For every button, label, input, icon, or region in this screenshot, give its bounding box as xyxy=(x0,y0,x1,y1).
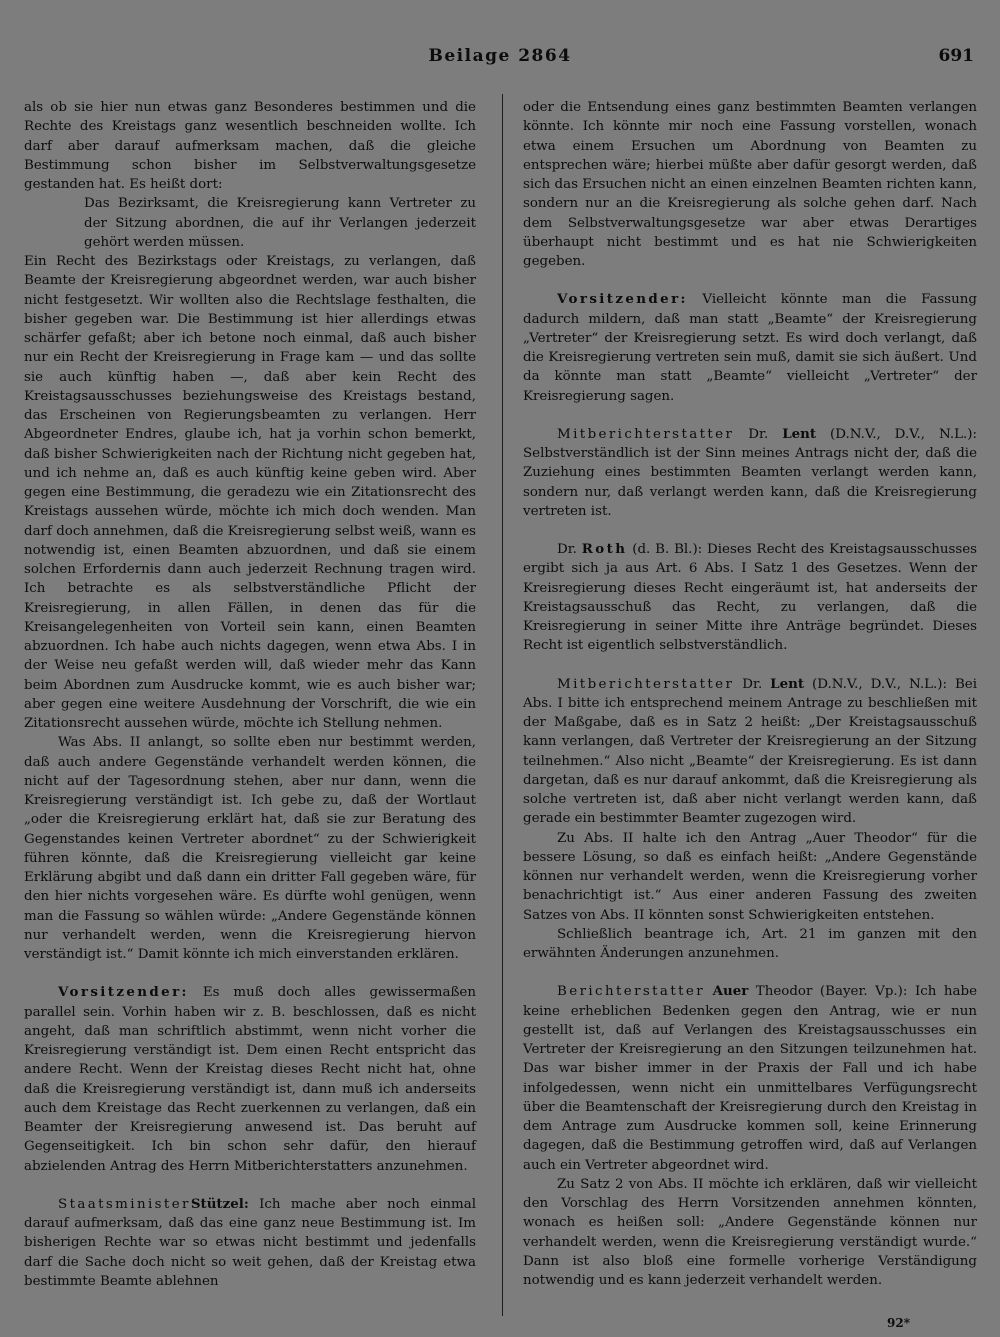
paragraph: Ein Recht des Bezirkstags oder Kreistags, zu verlangen, daß Beamte der Kreisregierung abgeordnet werden, war auch bisher nicht festgesetzt. Wir wollten also die Rechtslage festhalten, die bisher gegeben war. Die Bestimmung ist hier allerdings etwas schärfer gefaßt; aber ich betone noch einmal, daß auch bisher nur ein Recht der Kreisregierung in Frage kam — und das sollte sie auch künftig haben —, daß aber kein Recht des Kreistagsausschusses beziehungsweise des Kreistags bestand, das Erscheinen von Regierungsbeamten zu verlangen. Herr Abgeordneter Endres, glaube ich, hat ja vorhin schon bemerkt, daß bisher Schwierigkeiten nach der Richtung nicht gegeben hat, und ich nehme an, daß es auch künftig keine geben wird. Aber gegen eine Bestimmung, die geradezu wie ein Zitationsrecht des Kreistags aussehen würde, möchte ich mich doch wenden. Man darf doch annehmen, daß die Kreisregierung selbst weiß, wann es notwendig ist, einen Beamten abzuordnen, und daß sie einem solchen Erfordernis dann auch jederzeit Rechnung tragen wird. Ich betrachte es als selbstverständliche Pflicht der Kreisregierung, in allen Fällen, in denen das für die Kreisangelegenheiten von Vorteil sein kann, einen Beamten abzuordnen. Ich habe auch nichts dagegen, wenn etwa Abs. I in der Weise neu gefaßt werden will, daß wieder mehr das Kann beim Abordnen zum Ausdrucke kommt, wie es auch bisher war; aber gegen eine weitere Ausdehnung der Vorschrift, die wie ein Zitationsrecht aussehen würde, möchte ich Stellung nehmen. xyxy=(24,254,476,731)
speaker-title: Dr. xyxy=(734,676,771,692)
speaker-title: Dr. xyxy=(734,426,783,442)
speaker-name: Lent xyxy=(782,425,817,442)
speaker-paragraph xyxy=(523,425,977,521)
paragraph: Zu Abs. II halte ich den Antrag „Auer Theodor“ für die bessere Lösung, so daß es einfach heißt: „Andere Gegenstände können nur verhandelt werden, wenn die Kreisregierung vorher benachrichtigt ist.“ Aus einer anderen Fassung des zweiten Satzes von Abs. II könnten sonst Schwierigkeiten entstehen. xyxy=(523,830,977,923)
speech-text: Vielleicht könnte man die Fassung dadurch mildern, daß man statt „Beamte“ der Kreisregierung „Vertreter“ der Kreisregierung setzt. Es wird doch verlangt, daß die Kreisregierung vertreten sein muß, damit sie sich äußert. Und da könnte man statt „Beamte“ vielleicht „Vertreter“ der Kreisregierung sagen. xyxy=(523,292,977,404)
speaker-name: Lent xyxy=(770,675,805,692)
speaker-paragraph xyxy=(24,983,476,1176)
paragraph: oder die Entsendung eines ganz bestimmten Beamten verlangen könnte. Ich könnte mir noch eine Fassung vorstellen, wonach etwa einem Ersuchen um Abordnung von Beamten zu entsprechen wäre; hierbei müßte aber dafür gesorgt werden, daß sich das Ersuchen nicht an einen einzelnen Beamten richten kann, sondern nur an die Kreisregierung als solche gehen darf. Nach dem Selbstverwaltungsgesetze war aber etwas Derartiges überhaupt nicht bestimmt und es hat nie Schwierigkeiten gegeben. xyxy=(523,100,977,269)
paragraph: Zu Satz 2 von Abs. II möchte ich erklären, daß wir vielleicht den Vorschlag des Herrn Vorsitzenden annehmen könnten, wonach es heißen soll: „Andere Gegenstände können nur verhandelt werden, wenn die Kreisregierung verständigt wurde.“ Dann ist also bloß eine formelle vorherige Verständigung notwendig und es kann jederzeit verhandelt werden. xyxy=(523,1176,977,1288)
speaker-paragraph xyxy=(523,982,977,1175)
speaker-paragraph xyxy=(523,290,977,406)
speaker-name: Vorsitzender: xyxy=(58,984,189,1001)
speaker-paragraph xyxy=(523,675,977,829)
speaker-role: Mitberichterstatter xyxy=(557,426,735,442)
speaker-party: (D.N.V., D.V., N.L.): xyxy=(804,676,947,692)
speaker-name: Auer xyxy=(712,983,749,1000)
speaker-name: Vorsitzender: xyxy=(557,291,688,308)
speech-text: Ich mache aber noch einmal darauf aufmerksam, daß das eine ganz neue Bestimmung ist. Im bisherigen Rechte war so etwas nicht bestimmt und jedenfalls darf die Sache doch nicht so weit gehen, daß der Kreistag etwa bestimmte Beamte ablehnen xyxy=(24,1196,476,1289)
speech-text: Ich habe keine erheblichen Bedenken gegen den Antrag, wie er nun gestellt ist, daß auf Verlangen des Kreistagsausschusses ein Vertreter der Kreisregierung an den Sitzungen teilzunehmen hat. Das war bisher immer in der Praxis der Fall und ich habe infolgedessen, wenn nicht ein unmittelbares Verfügungsrecht über die Beamtenschaft der Kreisregierung durch den Kreistag in dem Antrage zum Ausdrucke kommen soll, keine Erinnerung dagegen, daß die Bestimmung getroffen wird, daß auf Verlangen auch ein Vertreter abgeordnet wird. xyxy=(523,984,977,1173)
speaker-name: Roth xyxy=(581,541,628,557)
page-number: 691 xyxy=(938,46,974,66)
speech-text: Dieses Recht des Kreistagsausschusses ergibt sich ja aus Art. 6 Abs. I Satz 1 des Gesetzes. Wenn der Kreisregierung dieses Recht eingeräumt ist, hat anderseits der Kreistagsausschuß das Recht, zu verlangen, daß die Kreisregierung in seiner Mitte ihre Anträge begründet. Dieses Recht ist eigentlich selbstverständlich. xyxy=(523,542,977,654)
right-column xyxy=(523,98,977,1290)
paragraph: Schließlich beantrage ich, Art. 21 im ganzen mit den erwähnten Änderungen anzunehmen. xyxy=(523,926,977,961)
paragraph: Was Abs. II anlangt, so sollte eben nur bestimmt werden, daß auch andere Gegenstände verhandelt werden können, die nicht auf der Tagesordnung stehen, aber nur dann, wenn die Kreisregierung verständigt ist. Ich gebe zu, daß der Wortlaut „oder die Kreisregierung erklärt hat, daß sie zur Beratung des Gegenstandes keinen Vertreter abordnet“ zu der Schwierigkeit führen könnte, daß die Kreisregierung vielleicht gar keine Erklärung abgibt und daß dann ein dritter Fall gegeben wäre, für den hier nichts vorgesehen wäre. Es dürfte wohl genügen, wenn man die Fassung so wählen würde: „Andere Gegenstände können nur verhandelt werden, wenn die Kreisregierung hiervon verständigt ist.“ Damit könnte ich mich einverstanden erklären. xyxy=(24,735,476,962)
speech-text: Es muß doch alles gewissermaßen parallel sein. Vorhin haben wir z. B. beschlossen, daß es nicht angeht, daß man schriftlich abstimmt, wenn nicht vorher die Kreisregierung verständigt ist. Dem einen Recht entspricht das andere Recht. Wenn der Kreistag dieses Recht nicht hat, ohne daß die Kreisregierung verständigt ist, dann muß ich anderseits auch dem Kreistage das Recht zuerkennen zu verlangen, daß ein Beamter der Kreisregierung anwesend ist. Das beruht auf Gegenseitigkeit. Ich bin schon sehr dafür, den hierauf abzielenden Antrag des Herrn Mitberichterstatters anzunehmen. xyxy=(24,985,476,1174)
speech-text: Bei Abs. I bitte ich entsprechend meinem Antrage zu beschließen mit der Maßgabe, daß es in Satz 2 heißt: „Der Kreistagsausschuß kann verlangen, daß Vertreter der Kreisregierung an der Sitzung teilnehmen.“ Also nicht „Beamte“ der Kreisregierung. Es ist dann dargetan, daß es nur darauf ankommt, daß die Kreisregierung als solche vertreten ist, daß aber nicht verlangt werden kann, daß gerade ein bestimmter Beamter zugezogen wird. xyxy=(523,676,977,827)
speaker-party: Theodor (Bayer. Vp.): xyxy=(748,984,908,1000)
speech-text: Selbstverständlich ist der Sinn meines Antrags nicht der, daß die Zuziehung eines bestimmten Beamten verlangt werden kann, sondern nur, daß verlangt werden kann, daß die Kreisregierung vertreten ist. xyxy=(523,446,977,519)
speaker-paragraph xyxy=(24,1195,476,1291)
running-header: Beilage 2864 xyxy=(428,46,572,66)
speaker-paragraph xyxy=(523,540,977,656)
printer-signature-mark: 92* xyxy=(887,1316,910,1330)
speaker-role: Berichterstatter xyxy=(557,984,706,1000)
speaker-title: Dr. xyxy=(557,542,582,557)
quoted-statute: Das Bezirksamt, die Kreisregierung kann Vertreter zu der Sitzung abordnen, die auf ihr Verlangen jederzeit gehört werden müssen. xyxy=(84,196,476,250)
speaker-party: (D.N.V., D.V., N.L.): xyxy=(816,426,978,442)
column-divider xyxy=(502,94,503,1316)
speaker-title xyxy=(705,984,713,999)
left-column xyxy=(24,98,476,1291)
speaker-name: Stützel: xyxy=(190,1195,249,1212)
paragraph: als ob sie hier nun etwas ganz Besonderes bestimmen und die Rechte des Kreistags ganz wesentlich beschneiden wollte. Ich darf aber darauf aufmerksam machen, daß die gleiche Bestimmung schon bisher im Selbstverwaltungsgesetze gestanden hat. Es heißt dort: xyxy=(24,100,476,192)
speaker-role: Mitberichterstatter xyxy=(557,676,735,692)
speaker-party: (d. B. Bl.): xyxy=(627,542,703,557)
speaker-role: Staatsminister xyxy=(58,1196,191,1212)
